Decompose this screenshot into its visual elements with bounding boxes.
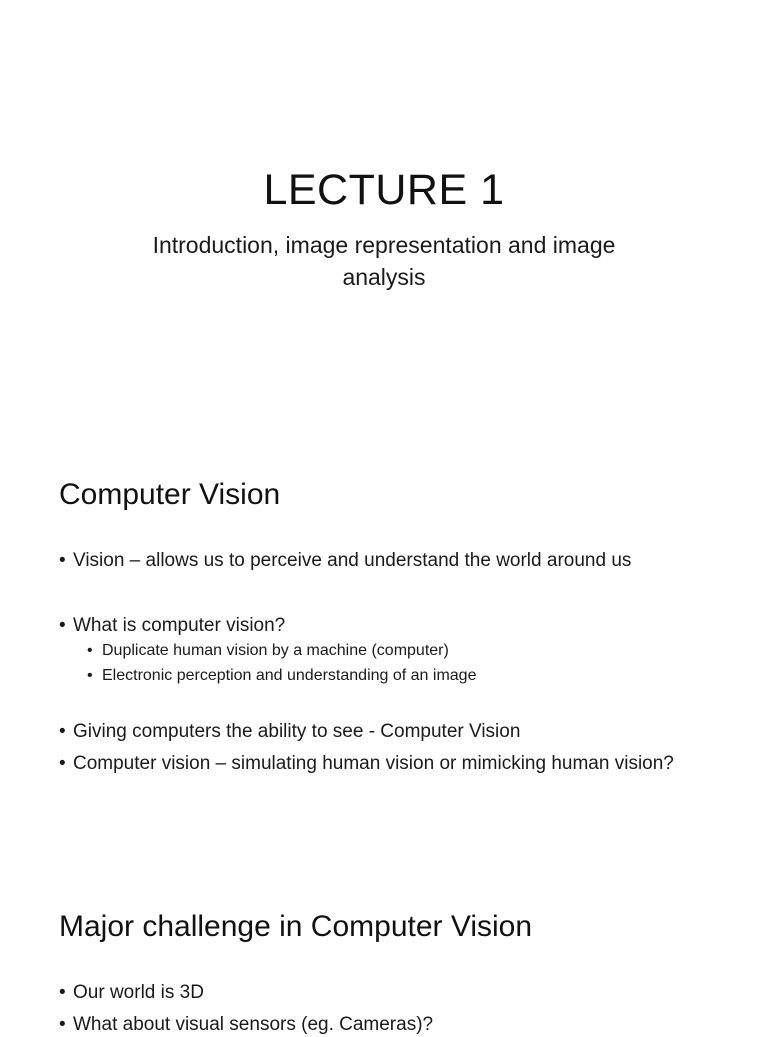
bullet-text: Vision – allows us to perceive and understand the world around us — [73, 550, 632, 571]
bullet-text: Giving computers the ability to see - Computer Vision — [73, 721, 521, 742]
bullet-item — [59, 1013, 698, 1037]
bullet-text: What about visual sensors (eg. Cameras)? — [73, 1014, 434, 1035]
sub-bullet-item — [87, 665, 698, 687]
bullet-dot: • — [59, 615, 66, 636]
bullet-text: Computer vision – simulating human vision or mimicking human vision? — [73, 753, 674, 774]
bullet-dot: • — [59, 753, 66, 774]
bullet-dot: • — [59, 1014, 66, 1035]
bullet-text: Our world is 3D — [73, 982, 204, 1003]
slide-heading: Computer Vision — [59, 478, 281, 511]
sub-bullet-item — [87, 640, 698, 662]
title-slide — [0, 0, 768, 432]
bullet-dot: • — [87, 667, 93, 684]
bullet-dot: • — [59, 982, 66, 1003]
bullet-item — [59, 981, 698, 1005]
slide-heading: Major challenge in Computer Vision — [59, 910, 533, 943]
sub-bullet-text: Duplicate human vision by a machine (computer) — [102, 642, 449, 659]
sub-bullet-text: Electronic perception and understanding of an image — [102, 667, 477, 684]
lecture-subtitle — [80, 229, 688, 293]
lecture-title: LECTURE 1 — [263, 166, 505, 214]
bullet-item — [59, 549, 698, 573]
bullet-item — [59, 752, 698, 776]
bullet-text: What is computer vision? — [73, 615, 286, 636]
bullet-dot: • — [59, 550, 66, 571]
subtitle-line-2: analysis — [342, 264, 426, 290]
bullet-dot: • — [87, 642, 93, 659]
major-challenge-slide — [0, 864, 768, 1035]
computer-vision-slide — [0, 432, 768, 864]
subtitle-line-1: Introduction, image representation and image — [152, 232, 616, 258]
bullet-item — [59, 614, 698, 638]
bullet-item — [59, 720, 698, 744]
bullet-dot: • — [59, 721, 66, 742]
